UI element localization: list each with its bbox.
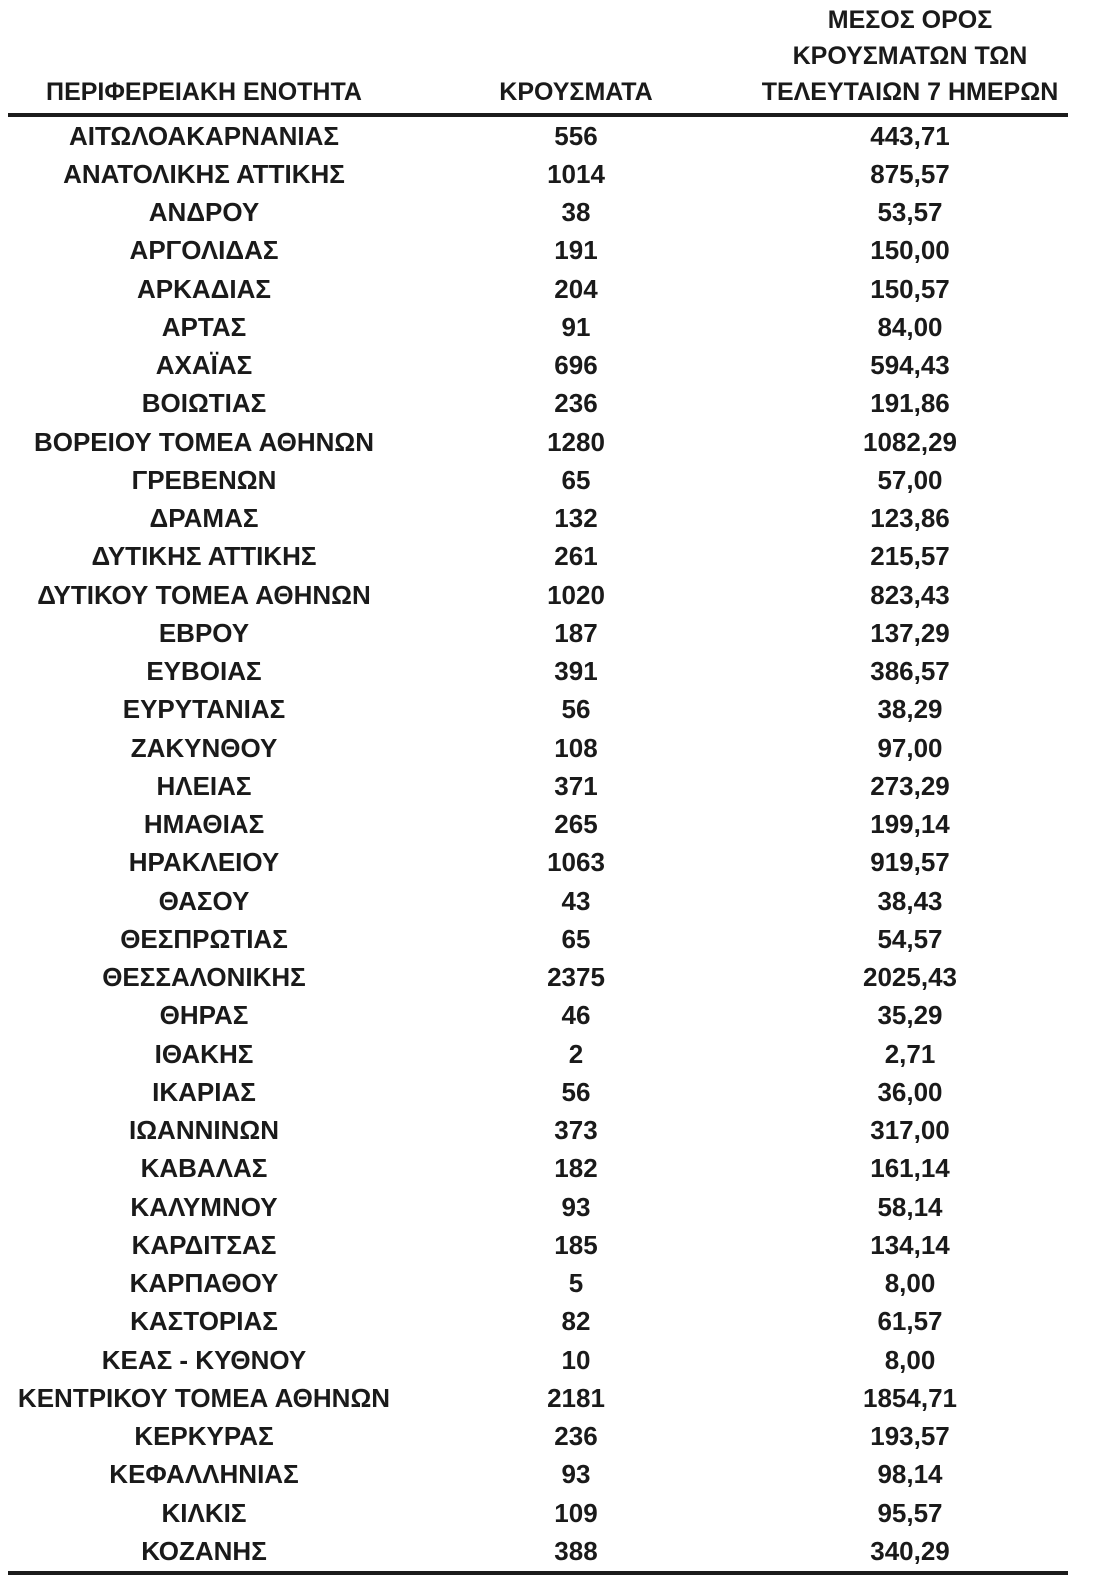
table-row [8,461,1068,499]
table-row [8,308,1068,346]
avg7-cell: 2,71 [884,1038,936,1069]
table-row [8,1379,1068,1417]
region-cell: ΚΟΖΑΝΗΣ [8,1532,400,1572]
cases-cell: 185 [554,1229,598,1260]
avg7-cell: 123,86 [870,503,950,534]
avg7-cell: 150,00 [870,235,950,266]
table-row [8,1112,1068,1150]
region-cell: ΑΡΚΑΔΙΑΣ [137,273,271,304]
region-cell: ΑΙΤΩΛΟΑΚΑΡΝΑΝΙΑΣ [68,120,340,151]
table-row [8,614,1068,652]
region-cell: ΕΥΒΟΙΑΣ [146,656,262,687]
region-cell: ΕΥΡΥΤΑΝΙΑΣ [122,694,286,725]
region-cell: ΔΥΤΙΚΗΣ ΑΤΤΙΚΗΣ [91,541,317,572]
table-row [8,270,1068,308]
region-cell: ΗΜΑΘΙΑΣ [143,809,265,840]
header-row [8,0,1068,115]
cases-cell: 82 [561,1306,591,1337]
avg7-cell: 57,00 [877,464,943,495]
cases-cell: 2375 [547,962,605,993]
cases-table [8,0,1068,1575]
avg7-cell: 95,57 [877,1497,943,1528]
avg7-cell: 1854,71 [863,1382,957,1413]
cases-cell: 46 [561,1000,591,1031]
table-row [8,347,1068,385]
region-cell: ΚΕΑΣ - ΚΥΘΝΟΥ [101,1344,307,1375]
table-row [8,1226,1068,1264]
region-cell: ΗΛΕΙΑΣ [156,770,252,801]
region-cell: ΚΕΝΤΡΙΚΟΥ ΤΟΜΕΑ ΑΘΗΝΩΝ [17,1382,391,1413]
cases-cell: 2 [568,1038,584,1069]
header-avg7-line1: ΜΕΣΟΣ ΟΡΟΣ [827,6,993,34]
region-cell: ΔΡΑΜΑΣ [149,503,259,534]
avg7-cell: 919,57 [870,847,950,878]
header-region-label: ΠΕΡΙΦΕΡΕΙΑΚΗ ΕΝΟΤΗΤΑ [46,78,362,106]
cases-cell: 1063 [547,847,605,878]
cases-cell: 10 [561,1344,591,1375]
avg7-cell: 97,00 [877,732,943,763]
avg7-cell: 2025,43 [863,962,957,993]
avg7-cell: 199,14 [870,809,950,840]
table-row [8,1418,1068,1456]
avg7-cell: 317,00 [870,1115,950,1146]
table-row [8,997,1068,1035]
table-row [8,500,1068,538]
cases-cell: 373 [554,1115,598,1146]
cases-cell: 1280 [547,426,605,457]
table-row [8,1073,1068,1111]
table-row [8,1303,1068,1341]
table-row [8,232,1068,270]
avg7-cell: 193,57 [870,1421,950,1452]
avg7-cell: 38,29 [877,694,943,725]
region-cell: ΑΧΑΪΑΣ [155,350,253,381]
table-row [8,1532,1068,1572]
cases-cell: 132 [554,503,598,534]
region-cell: ΙΘΑΚΗΣ [154,1038,254,1069]
cases-cell: 236 [554,388,598,419]
avg7-cell: 61,57 [877,1306,943,1337]
table-row [8,385,1068,423]
avg7-cell: 38,43 [877,885,943,916]
cases-cell: 65 [561,464,591,495]
cases-cell: 236 [554,1421,598,1452]
region-cell: ΖΑΚΥΝΘΟΥ [130,732,278,763]
region-cell: ΚΕΡΚΥΡΑΣ [134,1421,274,1452]
table-row [8,959,1068,997]
avg7-cell: 134,14 [870,1229,950,1260]
table-row [8,115,1068,155]
header-avg7-line2: ΚΡΟΥΣΜΑΤΩΝ ΤΩΝ [792,42,1028,70]
avg7-cell: 36,00 [877,1076,943,1107]
header-cases [400,0,752,115]
avg7-cell: 273,29 [870,770,950,801]
region-cell: ΕΒΡΟΥ [158,617,250,648]
region-cell: ΑΡΓΟΛΙΔΑΣ [129,235,279,266]
header-avg7-line3: ΤΕΛΕΥΤΑΙΩΝ 7 ΗΜΕΡΩΝ [761,78,1059,106]
cases-cell: 187 [554,617,598,648]
cases-cell: 93 [561,1191,591,1222]
cases-cell: 388 [400,1532,752,1572]
avg7-cell: 53,57 [877,197,943,228]
region-cell: ΚΑΛΥΜΝΟΥ [130,1191,278,1222]
header-avg7 [752,0,1068,115]
table-row [8,806,1068,844]
cases-cell: 204 [554,273,598,304]
avg7-cell: 191,86 [870,388,950,419]
region-cell: ΑΝΑΤΟΛΙΚΗΣ ΑΤΤΙΚΗΣ [63,158,345,189]
region-cell: ΚΑΒΑΛΑΣ [140,1153,268,1184]
cases-cell: 65 [561,923,591,954]
avg7-cell: 386,57 [870,656,950,687]
avg7-cell: 1082,29 [863,426,957,457]
avg7-cell: 8,00 [884,1268,936,1299]
avg7-cell: 137,29 [870,617,950,648]
region-cell: ΚΕΦΑΛΛΗΝΙΑΣ [109,1459,299,1490]
cases-cell: 108 [554,732,598,763]
table-header [8,0,1068,115]
cases-cell: 191 [554,235,598,266]
cases-cell: 56 [561,694,591,725]
avg7-cell: 161,14 [870,1153,950,1184]
table-row [8,538,1068,576]
table-row [8,882,1068,920]
table-row [8,920,1068,958]
table-row [8,767,1068,805]
region-cell: ΚΑΡΠΑΘΟΥ [129,1268,279,1299]
header-region [8,0,400,115]
region-cell: ΚΑΣΤΟΡΙΑΣ [130,1306,278,1337]
cases-cell: 93 [561,1459,591,1490]
region-cell: ΓΡΕΒΕΝΩΝ [131,464,277,495]
region-cell: ΒΟΙΩΤΙΑΣ [141,388,267,419]
cases-cell: 2181 [547,1382,605,1413]
table-row [8,729,1068,767]
region-cell: ΑΝΔΡΟΥ [148,197,260,228]
table-row [8,1456,1068,1494]
table-row [8,1150,1068,1188]
table-row [8,844,1068,882]
avg7-cell: 594,43 [870,350,950,381]
region-cell: ΚΑΡΔΙΤΣΑΣ [131,1229,277,1260]
cases-cell: 91 [561,311,591,342]
avg7-cell: 8,00 [884,1344,936,1375]
table-row [8,1188,1068,1226]
region-cell: ΒΟΡΕΙΟΥ ΤΟΜΕΑ ΑΘΗΝΩΝ [33,426,375,457]
table-row [8,194,1068,232]
table-row [8,1265,1068,1303]
table-row [8,423,1068,461]
avg7-cell: 340,29 [752,1532,1068,1572]
avg7-cell: 84,00 [877,311,943,342]
avg7-cell: 823,43 [870,579,950,610]
table-row [8,576,1068,614]
cases-cell: 261 [554,541,598,572]
cases-cell: 38 [561,197,591,228]
cases-cell: 371 [554,770,598,801]
cases-cell: 109 [554,1497,598,1528]
avg7-cell: 443,71 [870,120,950,151]
avg7-cell: 35,29 [877,1000,943,1031]
region-cell: ΘΕΣΠΡΩΤΙΑΣ [120,923,288,954]
table-row [8,691,1068,729]
table-body [8,115,1068,1573]
cases-cell: 1014 [547,158,605,189]
table-row [8,1494,1068,1532]
cases-cell: 43 [561,885,591,916]
avg7-cell: 150,57 [870,273,950,304]
avg7-cell: 54,57 [877,923,943,954]
region-cell: ΙΩΑΝΝΙΝΩΝ [128,1115,280,1146]
avg7-cell: 215,57 [870,541,950,572]
region-cell: ΘΗΡΑΣ [159,1000,249,1031]
region-cell: ΘΑΣΟΥ [158,885,250,916]
region-cell: ΚΙΛΚΙΣ [161,1497,247,1528]
table-row [8,1035,1068,1073]
region-cell: ΑΡΤΑΣ [161,311,247,342]
region-cell: ΔΥΤΙΚΟΥ ΤΟΜΕΑ ΑΘΗΝΩΝ [37,579,371,610]
cases-cell: 696 [554,350,598,381]
cases-cell: 56 [561,1076,591,1107]
region-cell: ΘΕΣΣΑΛΟΝΙΚΗΣ [102,962,306,993]
region-cell: ΙΚΑΡΙΑΣ [152,1076,256,1107]
cases-cell: 556 [554,120,598,151]
table-row [8,155,1068,193]
avg7-cell: 875,57 [870,158,950,189]
avg7-cell: 98,14 [877,1459,943,1490]
header-cases-label: ΚΡΟΥΣΜΑΤΑ [499,78,653,106]
cases-cell: 1020 [547,579,605,610]
cases-cell: 182 [554,1153,598,1184]
cases-cell: 5 [568,1268,584,1299]
cases-cell: 391 [554,656,598,687]
table-row [8,653,1068,691]
table-row [8,1341,1068,1379]
avg7-cell: 58,14 [877,1191,943,1222]
region-cell: ΗΡΑΚΛΕΙΟΥ [128,847,280,878]
cases-cell: 265 [554,809,598,840]
